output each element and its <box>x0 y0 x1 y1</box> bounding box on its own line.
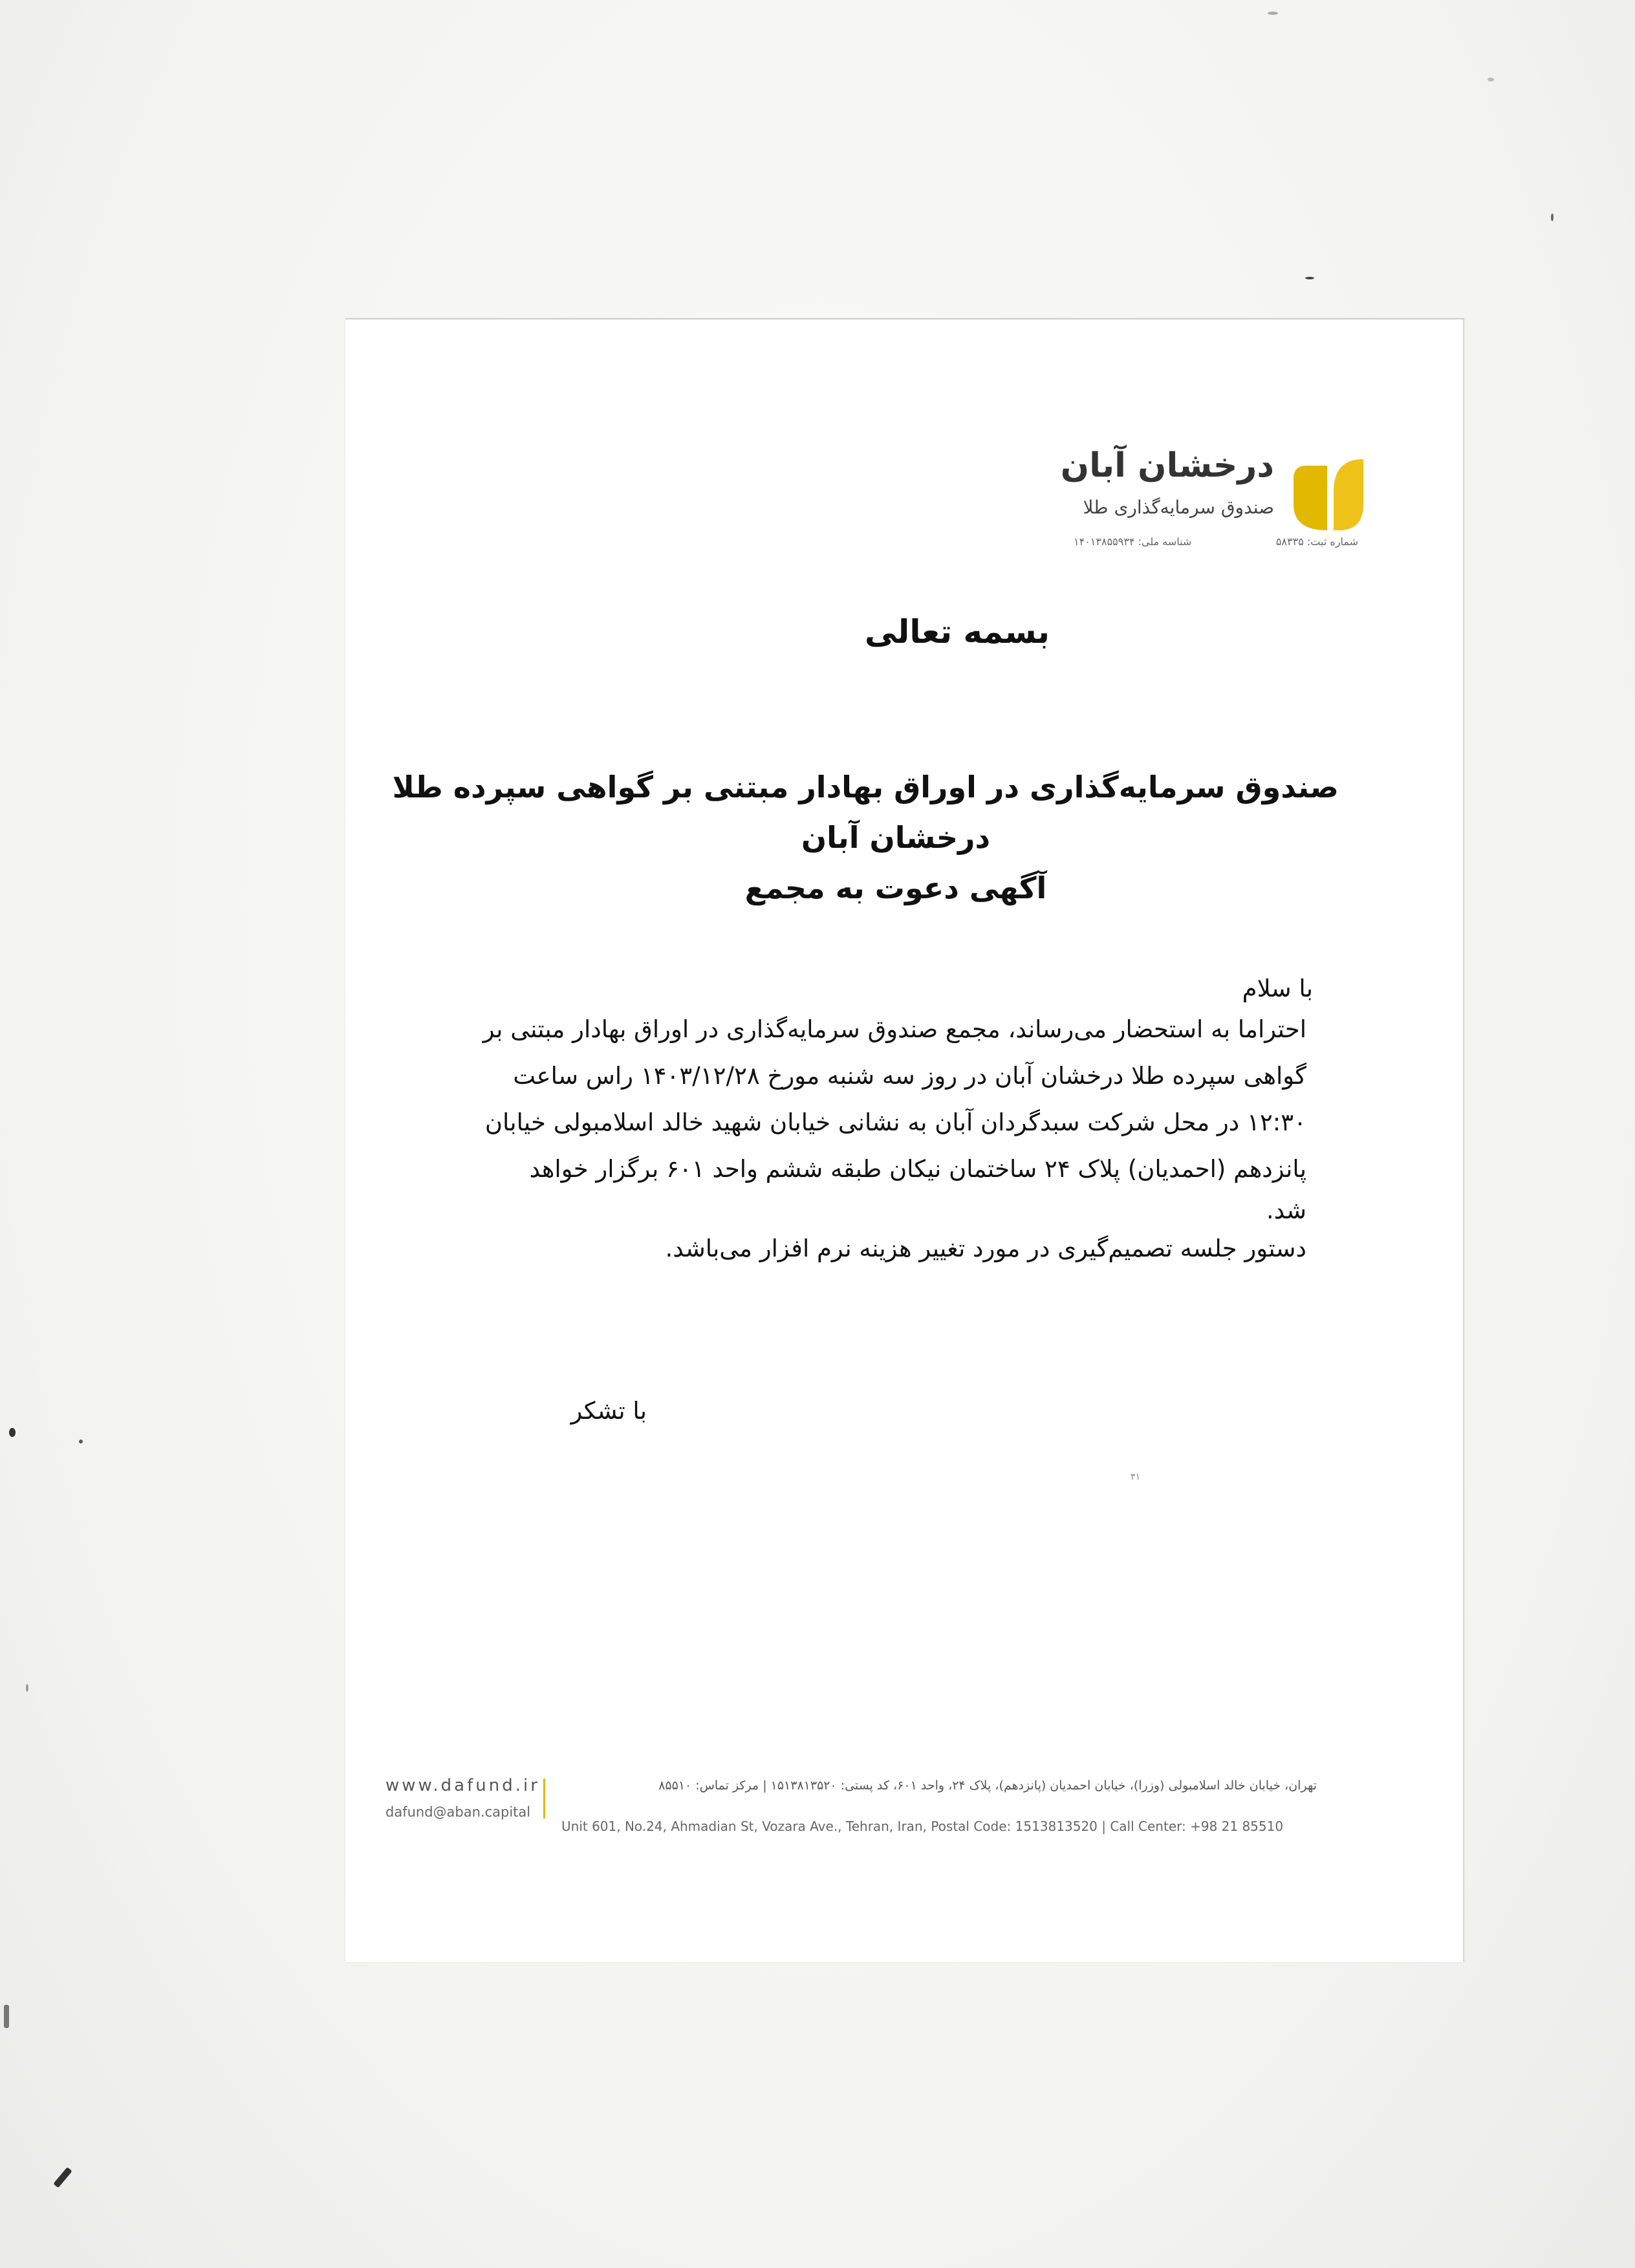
paragraph-line: ۱۲:۳۰ در محل شرکت سبدگردان آبان به نشانی خیابان شهید خالد اسلامبولی خیابان <box>484 1108 1306 1136</box>
document-title <box>392 762 1339 913</box>
paragraph-line: پانزدهم (احمدیان) پلاک ۲۴ ساختمان نیکان طبقه ششم واحد ۶۰۱ برگزار خواهد <box>529 1155 1306 1183</box>
page-mark: ۳۱ <box>1131 1472 1141 1482</box>
website-link[interactable]: www.dafund.ir <box>385 1776 540 1795</box>
registration-number: شماره ثبت: ۵۸۳۳۵ <box>1275 535 1358 548</box>
title-line-3: آگهی دعوت به مجمع <box>744 870 1047 905</box>
scan-speck <box>26 1684 28 1692</box>
scan-speck <box>1305 277 1314 279</box>
logo-subtitle: صندوق سرمایه‌گذاری طلا <box>1083 497 1274 518</box>
paragraph-line: احتراما به استحضار می‌رساند، مجمع صندوق سرمایه‌گذاری در اوراق بهادار مبتنی بر <box>482 1015 1306 1043</box>
title-line-2: درخشان آبان <box>801 820 991 855</box>
gold-leaf-icon <box>1287 453 1365 537</box>
logo-title: درخشان آبان <box>1060 446 1274 485</box>
page-heading: بسمه تعالی <box>864 613 1050 651</box>
national-id: شناسه ملی: ۱۴۰۱۳۸۵۵۹۳۴ <box>1074 535 1192 548</box>
agenda: دستور جلسه تصمیم‌گیری در مورد تغییر هزینه نرم افزار می‌باشد. <box>665 1235 1306 1262</box>
letter-body <box>466 970 1313 1268</box>
scan-speck <box>1268 12 1278 15</box>
scan-speck <box>79 1440 83 1443</box>
paragraph-line: گواهی سپرده طلا درخشان آبان در روز سه شنبه مورخ ۱۴۰۳/۱۲/۲۸ راس ساعت <box>513 1062 1306 1090</box>
closing: با تشکر <box>570 1397 647 1425</box>
address-english: Unit 601, No.24, Ahmadian St, Vozara Ave., Tehran, Iran, Postal Code: 1513813520 | Call Center: +98 21 85510 <box>561 1819 1284 1834</box>
address-persian: تهران، خیابان خالد اسلامبولی (وزرا)، خیابان احمدیان (پانزدهم)، پلاک ۲۴، واحد ۶۰۱، کد پستی: ۱۵۱۳۸۱۳۵۲۰ | مرکز تماس: ۸۵۵۱۰ <box>658 1778 1317 1793</box>
footer-divider <box>543 1778 545 1819</box>
scan-speck <box>1551 213 1554 221</box>
scan-speck <box>4 2005 9 2028</box>
logo-registration-row <box>1074 535 1358 548</box>
paragraph-line: شد. <box>1266 1196 1306 1224</box>
title-line-1: صندوق سرمایه‌گذاری در اوراق بهادار مبتنی بر گواهی سپرده طلا <box>392 770 1339 805</box>
scan-speck <box>1488 78 1494 81</box>
email-link[interactable]: dafund@aban.capital <box>385 1804 531 1820</box>
scan-speck <box>9 1428 16 1437</box>
letter-footer <box>385 1776 1317 1860</box>
greeting: با سلام <box>1242 975 1313 1002</box>
